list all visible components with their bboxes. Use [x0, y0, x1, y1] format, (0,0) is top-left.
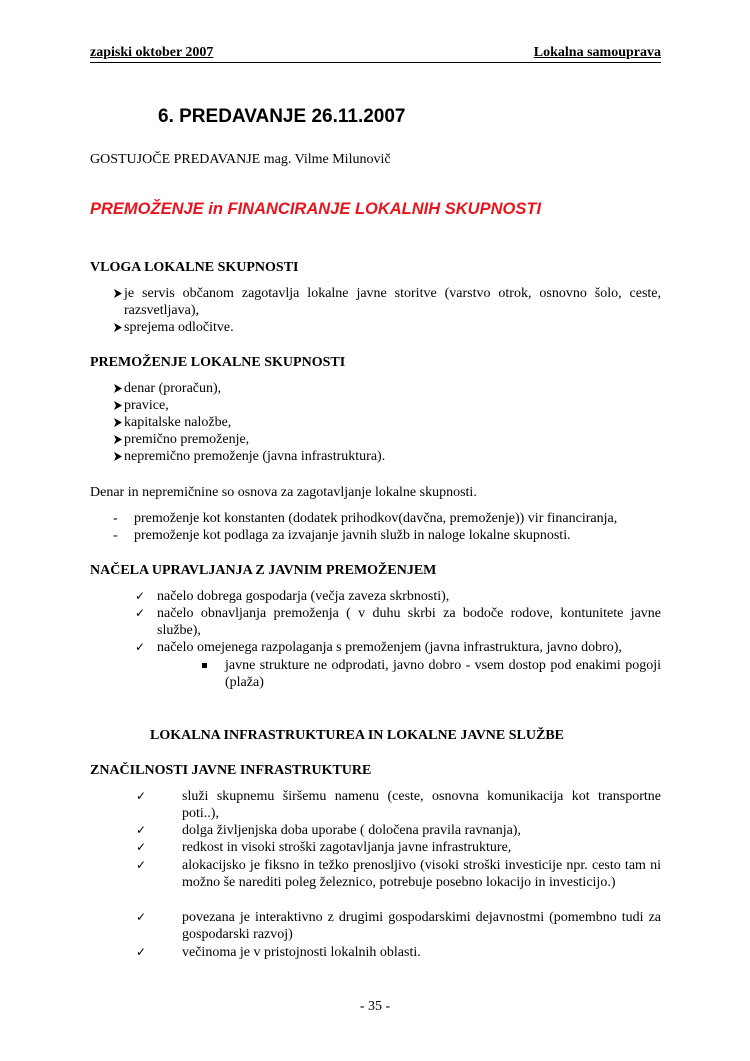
checkmark-icon: ✓ — [136, 789, 147, 803]
list-item — [124, 397, 169, 414]
list-item-text: služi skupnemu širšemu namenu (ceste, osnovna komunikacija kot transportne poti..), — [182, 789, 661, 821]
list-item-text: denar (proračun), — [124, 381, 222, 396]
list-item-text: alokacijsko je fiksno in težko prenosljivo (visoki stroški investicije npr. cesto tam ni možno še narediti poleg železnico, potrebuje posebno lokacijo in investicijo.) — [182, 858, 661, 890]
sub-list-item — [225, 657, 661, 691]
checkmark-icon: ✓ — [135, 640, 146, 654]
list-item — [124, 319, 234, 336]
topic-title: PREMOŽENJE in FINANCIRANJE LOKALNIH SKUPNOSTI — [90, 200, 542, 218]
checkmark-icon: ✓ — [135, 606, 146, 620]
list-item — [135, 639, 661, 656]
page-number: - 35 - — [359, 999, 391, 1014]
section-heading-vloga: VLOGA LOKALNE SKUPNOSTI — [90, 260, 299, 275]
list-item — [135, 605, 661, 639]
list-item — [136, 909, 661, 943]
dash-bullet: - — [113, 528, 118, 543]
list-item-text: nepremično premoženje (javna infrastruktura). — [124, 449, 386, 464]
list-item-text: premično premoženje, — [124, 432, 250, 447]
lecture-title: 6. PREDAVANJE 26.11.2007 — [158, 106, 406, 127]
page-header — [90, 46, 661, 63]
list-item-text: načelo obnavljanja premoženja ( v duhu skrbi za bodoče rodove, kontunitete javne službe), — [157, 606, 661, 638]
list-item-text: kapitalske naložbe, — [124, 415, 232, 430]
list-item-text: premoženje kot podlaga za izvajanje javnih služb in naloge lokalne skupnosti. — [134, 528, 571, 543]
guest-lecture-line: GOSTUJOČE PREDAVANJE mag. Vilme Milunovič — [90, 152, 391, 167]
list-item-text: sprejema odločitve. — [124, 320, 234, 335]
list-item-text: načelo omejenega razpolaganja s premoženjem (javna infrastruktura, javno dobro), — [157, 640, 622, 655]
arrow-bullet-icon — [113, 431, 123, 448]
list-item — [136, 788, 661, 822]
square-bullet-icon — [202, 663, 207, 668]
arrow-bullet-icon — [113, 448, 123, 465]
list-item — [135, 588, 450, 605]
section-heading-premozenje: PREMOŽENJE LOKALNE SKUPNOSTI — [90, 355, 346, 370]
arrow-bullet-icon — [113, 285, 123, 302]
checkmark-icon: ✓ — [135, 589, 146, 603]
list-item-text: premoženje kot konstanten (dodatek prihodkov(davčna, premoženje)) vir financiranja, — [134, 511, 618, 526]
arrow-bullet-icon — [113, 397, 123, 414]
list-item-text: večinoma je v pristojnosti lokalnih oblasti. — [182, 945, 421, 960]
arrow-bullet-icon — [113, 319, 123, 336]
checkmark-icon: ✓ — [136, 840, 147, 854]
list-item-text: redkost in visoki stroški zagotavljanja javne infrastrukture, — [182, 840, 512, 855]
list-item — [136, 822, 521, 839]
list-item — [136, 944, 421, 961]
list-item-text: načelo dobrega gospodarja (večja zaveza skrbnosti), — [157, 589, 450, 604]
dash-bullet: - — [113, 511, 118, 526]
checkmark-icon: ✓ — [136, 823, 147, 837]
list-item — [136, 839, 512, 856]
list-item — [113, 510, 618, 527]
checkmark-icon: ✓ — [136, 945, 147, 959]
paragraph-denar: Denar in nepremičnine so osnova za zagotavljanje lokalne skupnosti. — [90, 485, 477, 500]
checkmark-icon: ✓ — [136, 910, 147, 924]
section-heading-znacilnosti: ZNAČILNOSTI JAVNE INFRASTRUKTURE — [90, 763, 372, 778]
checkmark-icon: ✓ — [136, 858, 147, 872]
list-item-text: povezana je interaktivno z drugimi gospodarskimi dejavnostmi (pomembno tudi za gospodarski razvoj) — [182, 910, 661, 942]
header-left: zapiski oktober 2007 — [90, 45, 214, 60]
list-item — [124, 285, 661, 319]
list-item — [113, 527, 571, 544]
list-item — [124, 431, 249, 448]
center-heading: LOKALNA INFRASTRUKTUREA IN LOKALNE JAVNE SLUŽBE — [150, 728, 564, 743]
header-right: Lokalna samouprava — [533, 45, 661, 60]
list-item — [136, 857, 661, 891]
list-item-text: dolga življenjska doba uporabe ( določena pravila ravnanja), — [182, 823, 521, 838]
list-item — [124, 448, 385, 465]
section-heading-nacela: NAČELA UPRAVLJANJA Z JAVNIM PREMOŽENJEM — [90, 563, 437, 578]
list-item — [124, 380, 221, 397]
arrow-bullet-icon — [113, 414, 123, 431]
list-item — [124, 414, 231, 431]
list-item-text: pravice, — [124, 398, 169, 413]
arrow-bullet-icon — [113, 380, 123, 397]
list-item-text: je servis občanom zagotavlja lokalne javne storitve (varstvo otrok, osnovno šolo, ceste, razsvetljava), — [124, 286, 661, 318]
sub-list-item-text: javne strukture ne odprodati, javno dobro - vsem dostop pod enakimi pogoji (plaža) — [225, 658, 661, 690]
